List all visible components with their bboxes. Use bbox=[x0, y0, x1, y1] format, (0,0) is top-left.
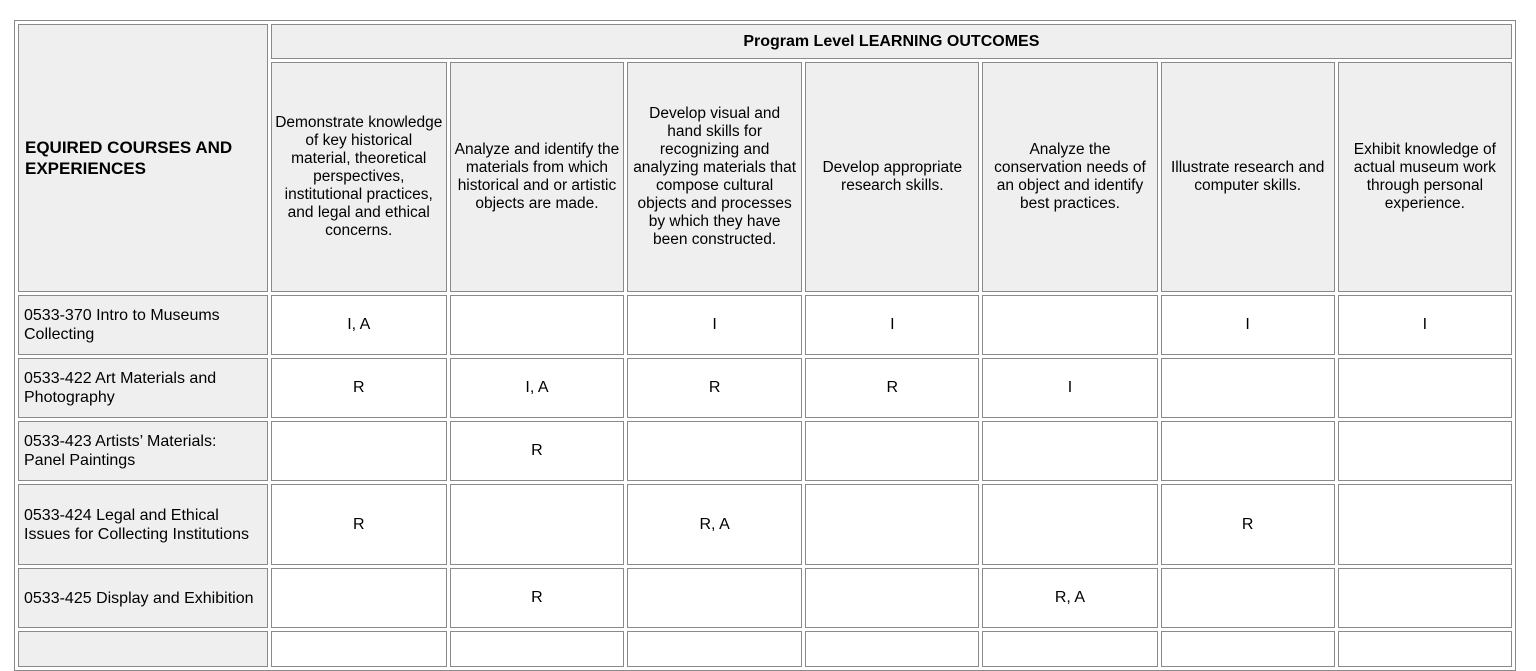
course-name: 0533-425 Display and Exhibition bbox=[18, 568, 268, 628]
outcome-mark: R bbox=[450, 568, 624, 628]
outcome-mark: R bbox=[1161, 484, 1335, 565]
outcome-mark bbox=[271, 631, 447, 667]
course-name: 0533-422 Art Materials and Photography bbox=[18, 358, 268, 418]
outcome-mark bbox=[1161, 421, 1335, 481]
course-name: 0533-424 Legal and Ethical Issues for Collecting Institutions bbox=[18, 484, 268, 565]
outcome-mark bbox=[450, 631, 624, 667]
outcome-mark bbox=[1338, 568, 1512, 628]
outcome-mark bbox=[982, 421, 1157, 481]
outcome-mark: R bbox=[271, 484, 447, 565]
outcome-mark bbox=[1338, 631, 1512, 667]
outcome-mark bbox=[450, 295, 624, 355]
outcome-mark: I bbox=[982, 358, 1157, 418]
outcome-mark: R, A bbox=[982, 568, 1157, 628]
outcome-mark bbox=[627, 421, 802, 481]
outcome-mark: I, A bbox=[271, 295, 447, 355]
course-name: 0533-423 Artists’ Materials: Panel Paintings bbox=[18, 421, 268, 481]
outcomes-group-header: Program Level LEARNING OUTCOMES bbox=[271, 24, 1512, 59]
courses-column-header: EQUIRED COURSES AND EXPERIENCES bbox=[18, 24, 268, 292]
outcome-header: Analyze and identify the materials from which historical and or artistic objects are made. bbox=[450, 62, 624, 292]
outcome-mark bbox=[805, 484, 979, 565]
table-row bbox=[18, 421, 1512, 481]
outcome-mark: R bbox=[450, 421, 624, 481]
outcome-header: Exhibit knowledge of actual museum work through personal experience. bbox=[1338, 62, 1512, 292]
outcome-mark bbox=[982, 484, 1157, 565]
outcome-mark bbox=[805, 568, 979, 628]
outcome-mark: R, A bbox=[627, 484, 802, 565]
outcome-mark bbox=[805, 421, 979, 481]
table-row-partial bbox=[18, 631, 1512, 667]
outcome-mark bbox=[627, 568, 802, 628]
outcome-mark bbox=[1161, 568, 1335, 628]
outcome-mark bbox=[805, 631, 979, 667]
outcome-mark: I, A bbox=[450, 358, 624, 418]
outcome-mark: I bbox=[1161, 295, 1335, 355]
outcome-mark bbox=[271, 568, 447, 628]
outcome-header: Analyze the conservation needs of an object and identify best practices. bbox=[982, 62, 1157, 292]
outcome-mark: R bbox=[627, 358, 802, 418]
course-name: 0533-370 Intro to Museums Collecting bbox=[18, 295, 268, 355]
outcomes-matrix-page bbox=[14, 20, 1516, 671]
outcome-header: Develop visual and hand skills for recognizing and analyzing materials that compose cultural objects and processes by which they have been constructed. bbox=[627, 62, 802, 292]
course-name bbox=[18, 631, 268, 667]
outcome-mark bbox=[1338, 421, 1512, 481]
outcome-mark: R bbox=[271, 358, 447, 418]
outcome-header: Develop appropriate research skills. bbox=[805, 62, 979, 292]
outcome-mark: I bbox=[805, 295, 979, 355]
outcome-mark bbox=[450, 484, 624, 565]
table-row bbox=[18, 484, 1512, 565]
outcome-mark: I bbox=[627, 295, 802, 355]
outcome-mark: I bbox=[1338, 295, 1512, 355]
outcome-header: Demonstrate knowledge of key historical material, theoretical perspectives, institutional practices, and legal and ethical concerns. bbox=[271, 62, 447, 292]
table-row bbox=[18, 568, 1512, 628]
outcome-mark bbox=[1338, 484, 1512, 565]
outcome-mark bbox=[1161, 631, 1335, 667]
table-row bbox=[18, 295, 1512, 355]
outcome-mark: R bbox=[805, 358, 979, 418]
outcome-mark bbox=[982, 295, 1157, 355]
outcome-mark bbox=[271, 421, 447, 481]
outcome-mark bbox=[1161, 358, 1335, 418]
outcome-mark bbox=[1338, 358, 1512, 418]
outcome-mark bbox=[627, 631, 802, 667]
outcome-mark bbox=[982, 631, 1157, 667]
table-row bbox=[18, 358, 1512, 418]
outcome-header: Illustrate research and computer skills. bbox=[1161, 62, 1335, 292]
learning-outcomes-table bbox=[14, 20, 1516, 671]
